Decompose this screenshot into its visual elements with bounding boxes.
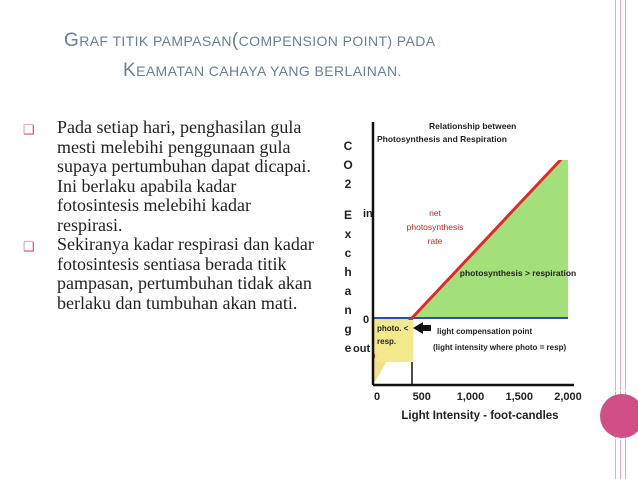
y-axis-label-letter: 2 <box>344 177 352 191</box>
x-tick-label: 2,000 <box>554 391 582 403</box>
slide-title-line-1: GRAF TITIK PAMPASAN(COMPENSION POINT) PADA <box>64 30 436 51</box>
y-axis-label-letter: O <box>343 158 353 172</box>
y-axis-label-letter: c <box>344 246 352 260</box>
y-tick-label: in <box>363 208 373 220</box>
bullet-item <box>18 118 318 235</box>
y-tick-label: out <box>353 343 371 355</box>
bullet-item <box>18 235 318 313</box>
y-axis-label <box>343 139 352 355</box>
bullet-text: Sekiranya kadar respirasi dan kadar fotosintesis sentiasa berada titik pampasan, pertumbuhan tidak akan berlaku dan tumbuhan akan mati. <box>57 234 314 313</box>
arrow-icon <box>413 322 431 334</box>
annotation-net-line-2: photosynthesis <box>406 222 464 232</box>
x-tick-label: 1,500 <box>505 391 534 403</box>
y-axis-label-letter: h <box>344 265 352 279</box>
annotation-photo-lt-resp-line-1: photo. < <box>377 324 409 333</box>
annotation-comp-line-2: (light intensity where photo = resp) <box>433 343 567 352</box>
y-axis-label-letter: n <box>344 303 352 317</box>
x-tick-label: 1,000 <box>456 391 485 403</box>
x-tick-labels <box>374 391 582 403</box>
x-tick-label: 500 <box>412 391 431 403</box>
annotation-net-line-3: rate <box>427 236 443 246</box>
checkbox-bullet-icon: ❑ <box>23 239 35 254</box>
slide-title-line-2: KEAMATAN CAHAYA YANG BERLAINAN. <box>123 60 402 81</box>
y-tick-label: 0 <box>363 314 370 326</box>
decor-circle-ring <box>596 390 638 440</box>
annotation-photo-gt-resp: photosynthesis > respiration <box>459 268 577 278</box>
y-axis-label-letter: x <box>344 227 352 241</box>
bullet-list <box>18 118 318 313</box>
chart-svg <box>337 112 588 427</box>
chart-title-line-2: Photosynthesis and Respiration <box>377 134 507 144</box>
chart-title-line-1: Relationship between <box>429 121 517 131</box>
y-axis-label-letter: C <box>343 139 353 153</box>
y-axis-label-letter: a <box>344 284 352 298</box>
x-tick-label: 0 <box>373 391 381 403</box>
y-axis-label-letter: e <box>344 341 352 355</box>
y-axis-label-letter: g <box>344 322 352 336</box>
x-axis-label: Light Intensity - foot-candles <box>401 410 559 422</box>
annotation-photo-lt-resp-line-2: resp. <box>377 337 397 346</box>
bullet-text: Pada setiap hari, penghasilan gula mesti melebihi penggunaan gula supaya pertumbuhan dapat dicapai. Ini berlaku apabila kadar fotosintesis melebihi kadar respirasi. <box>57 117 311 235</box>
annotation-comp-line-1: light compensation point <box>437 327 533 336</box>
annotation-net-line-1: net <box>429 208 441 218</box>
checkbox-bullet-icon: ❑ <box>23 122 35 137</box>
y-axis-label-letter: E <box>343 208 353 222</box>
compensation-point-chart <box>337 112 588 427</box>
